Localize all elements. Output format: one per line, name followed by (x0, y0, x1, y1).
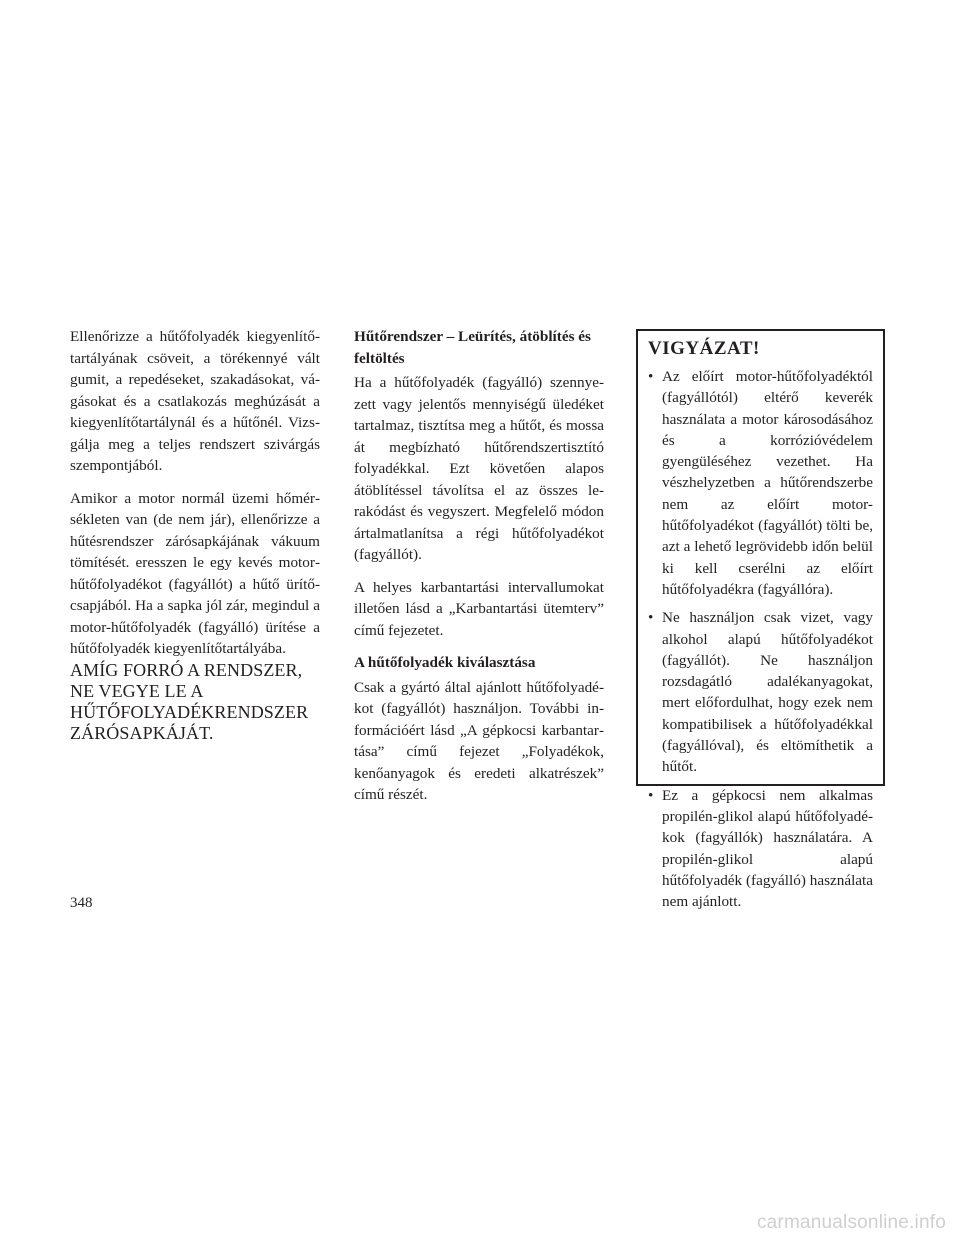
column-middle (354, 326, 604, 817)
page-number: 348 (70, 895, 93, 911)
paragraph-hose-inspection: Ellenőrizze a hűtőfolyadék kiegyenlítőtartályának csöveit, a törékennyé vált gumit, a repedéseket, szakadásokat, vágásokat és a csatlakozás meghúzását a kiegyenlítőtartálynál és a hűtőnél. Vizsgálja meg a teljes rendszert szivárgás szempontjából. (70, 328, 320, 474)
warning-item (648, 366, 873, 600)
warning-list (648, 366, 873, 912)
paragraph-maintenance-reference: A helyes karbantartási intervallumokat illetően lásd a „Karbantartási ütemterv” című fejezetet. (354, 578, 604, 639)
bullet-icon: • (648, 786, 654, 804)
paragraph-flush-instructions: Ha a hűtőfolyadék (fagyálló) szennyezett vagy jelentős mennyiségű üledéket tartalmaz, tisztítsa meg a hűtőt, és mossa át megbízható hűtőrendszertisztító folyadékkal. Ezt követően alapos átöblítéssel távolítsa el az összes lerakódást és vegyszert. Megfelelő módon ártalmatlanítsa a régi hűtőfolyadékot (fagyállót). (354, 374, 604, 563)
warning-item (648, 785, 873, 913)
bullet-icon: • (648, 609, 654, 627)
heading-coolant-selection: A hűtőfolyadék kiválasztása (354, 654, 536, 671)
watermark: carmanualsonline.info (756, 1212, 946, 1233)
paragraph-coolant-selection: Csak a gyártó által ajánlott hűtőfolyadékot (fagyállót) használjon. További információért lásd „A gépkocsi karbantartása” című fejezet „Folyadékok, kenőanyagok és eredeti alkatrészek” című részét. (354, 678, 604, 803)
column-left (70, 326, 320, 755)
heading-drain-flush-fill: Hűtőrendszer – Leürítés, átöblítés és feltöltés (354, 328, 591, 367)
warning-item-text: Az előírt motor-hűtőfolyadéktól (fagyállótól) eltérő keverék használata a motor károsodásához és a korrózióvédelem gyengüléséhez vezethet. Ha vészhelyzetben a hűtőrendszerbe nem az előírt motor-hűtőfolyadékot (fagyállót) tölti be, azt a lehető legrövidebb időn belül ki kell cserélni az előírt hűtőfolyadékra (fagyállóra). (662, 368, 873, 598)
bullet-icon: • (648, 368, 654, 385)
warning-box (636, 329, 885, 911)
paragraph-cap-vacuum-check: Amikor a motor normál üzemi hőmérsékleten van (de nem jár), ellenőrizze a hűtésrendszer zárósapkájának vákuum tömítését. eresszen le egy kevés motorhűtőfolyadékot (fagyállót) a hűtő ürítőcsapjából. Ha a sapka jól zár, megindul a motor-hűtőfolyadék (fagyálló) ürítése a hűtőfolyadék kiegyenlítőtartályába. (70, 489, 320, 657)
caps-warning-text: AMÍG FORRÓ A RENDSZER, NE VEGYE LE A HŰTŐFOLYADÉKRENDSZER ZÁRÓSAPKÁJÁT. (70, 659, 309, 743)
warning-item-text: Ez a gépkocsi nem alkalmas propilén-glikol alapú hűtőfolyadékok (fagyállók) használatára. A propilén-glikol alapú hűtőfolyadék (fagyálló) használata nem ajánlott. (662, 786, 873, 911)
warning-title: VIGYÁZAT! (648, 338, 760, 359)
warning-item (648, 607, 873, 777)
warning-item-text: Ne használjon csak vizet, vagy alkohol alapú hűtőfolyadékot (fagyállót). Ne használjon rozsdagátló adalékanyagokat, mert előfordulhat, hogy ezek nem kompatibilisek a hűtőfolyadékkal (fagyállóval), és eltömíthetik a hűtőt. (662, 609, 873, 776)
